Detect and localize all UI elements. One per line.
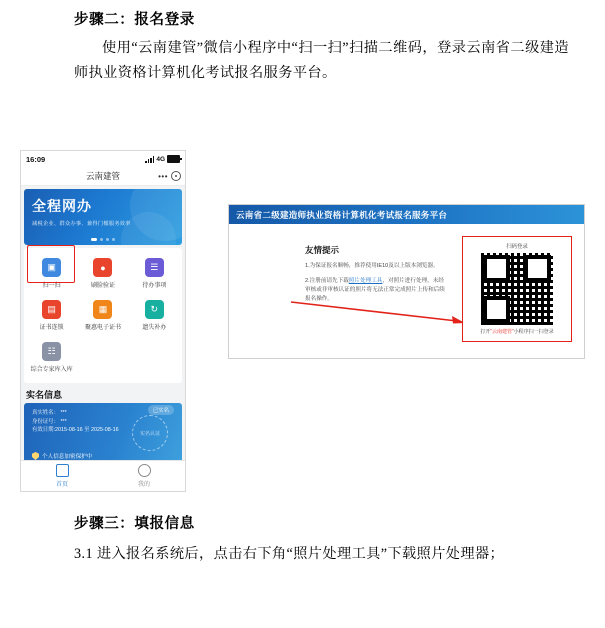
info-line: 身份证号： *** <box>32 418 67 425</box>
grid-label: 刷脸验证 <box>90 283 115 289</box>
grid-item-reissue[interactable] <box>129 295 180 337</box>
network-label: 4G <box>156 155 165 163</box>
tab-label: 我的 <box>137 482 150 488</box>
signal-icon <box>145 156 154 163</box>
expert-pool-icon: ☷ <box>42 342 61 361</box>
photo-tool-link[interactable]: 照片处理工具 <box>348 278 383 284</box>
realname-info-card <box>24 403 182 465</box>
qr-code-icon[interactable] <box>481 253 553 325</box>
grid-label: 扫一扫 <box>42 283 61 289</box>
web-screenshot <box>228 204 585 359</box>
grid-label: 综合专家库入库 <box>30 367 73 373</box>
tab-label: 首页 <box>55 482 68 488</box>
grid-item-todo[interactable] <box>129 253 180 295</box>
info-line: 真实姓名： *** <box>32 410 67 416</box>
grid-label: 遗失补办 <box>142 325 167 331</box>
grid-item-empty <box>129 337 180 379</box>
web-body <box>229 224 584 357</box>
miniprogram-title: 云南建管 <box>85 171 120 181</box>
certificate-icon: ▤ <box>42 300 61 319</box>
camera-icon <box>56 464 69 477</box>
tips-paragraph-2 <box>305 277 445 304</box>
service-grid <box>24 248 182 383</box>
face-verify-icon: ● <box>93 258 112 277</box>
friendly-tips <box>305 244 445 310</box>
status-badge: 已实名 <box>148 405 174 415</box>
status-time: 16:09 <box>26 154 46 164</box>
privacy-protect-label: 个人信息加密保护中 <box>42 454 93 460</box>
grid-item-face-verify[interactable] <box>77 253 128 295</box>
close-icon[interactable] <box>171 171 181 181</box>
tips-title: 友情提示 <box>305 245 340 255</box>
grid-item-scan[interactable] <box>26 253 77 295</box>
tab-home[interactable] <box>21 461 103 491</box>
phone-screenshot <box>20 150 186 492</box>
tips-p2-post: ，对照片进行处理，未经审核或非审核认证的照片将无法正常完成照片上传和后续报名操作。 <box>305 278 445 302</box>
e-cert-icon: ▦ <box>93 300 112 319</box>
scan-icon: ▣ <box>42 258 61 277</box>
qr-caption: 扫码登录 <box>506 244 528 250</box>
grid-item-certificate[interactable] <box>26 295 77 337</box>
verification-seal-icon: 实名认证 <box>132 415 168 451</box>
miniprogram-nav-bar <box>21 167 185 186</box>
step3-paragraph: 3.1 进入报名系统后，点击右下角“照片处理工具”下载照片处理器； <box>74 546 505 562</box>
battery-icon <box>167 155 180 163</box>
grid-label: 聚惠电子证书 <box>84 325 121 331</box>
privacy-protect-row <box>32 452 92 460</box>
document-text-bottom <box>74 512 569 567</box>
qr-note-pre: 打开 <box>480 329 491 335</box>
reissue-icon: ↻ <box>145 300 164 319</box>
qr-note <box>480 328 553 335</box>
phone-tabbar <box>21 460 185 491</box>
realname-section-title: 实名信息 <box>26 390 63 400</box>
banner-dots <box>24 238 182 241</box>
nav-actions[interactable] <box>158 171 181 181</box>
shield-icon <box>32 452 39 460</box>
phone-status-bar <box>21 151 185 167</box>
grid-item-expert-pool[interactable] <box>26 337 77 379</box>
service-grid-row <box>26 295 180 337</box>
service-grid-row <box>26 253 180 295</box>
more-icon[interactable]: ••• <box>158 171 168 181</box>
qr-note-highlight: “云南建管” <box>490 329 514 335</box>
tips-p2-pre: 2.注册前请先下载 <box>305 278 349 284</box>
step2-paragraph: 使用“云南建管”微信小程序中“扫一扫”扫描二维码，登录云南省二级建造师执业资格计算机化考试报名服务平台。 <box>74 40 569 81</box>
service-grid-row <box>26 337 180 379</box>
qr-note-post: 小程序扫一扫登录 <box>513 329 554 335</box>
info-line: 有效日期:2015-08-16 至 2025-08-16 <box>32 427 119 433</box>
step3-heading: 步骤三：填报信息 <box>74 516 195 532</box>
web-header <box>229 205 584 224</box>
tips-paragraph-1: 1.为保证报名顺畅，推荐使用IE10及以上版本浏览器。 <box>305 263 439 269</box>
tab-profile[interactable] <box>103 461 185 491</box>
document-text-top <box>74 8 569 86</box>
status-indicators <box>145 155 180 163</box>
hero-banner[interactable] <box>24 189 182 245</box>
grid-item-e-cert[interactable] <box>77 295 128 337</box>
grid-label: 证书连锁 <box>39 325 64 331</box>
platform-title: 云南省二级建造师执业资格计算机化考试报名服务平台 <box>236 209 448 220</box>
banner-subtitle: 减税企业、群众办事、兼得门槛服务效率 <box>32 221 131 227</box>
banner-title: 全程网办 <box>32 198 92 214</box>
grid-label: 待办事项 <box>142 283 167 289</box>
step2-heading: 步骤二：报名登录 <box>74 12 195 28</box>
qr-login-panel <box>462 236 572 342</box>
grid-item-empty <box>77 337 128 379</box>
user-icon <box>138 464 151 477</box>
todo-icon: ☰ <box>145 258 164 277</box>
